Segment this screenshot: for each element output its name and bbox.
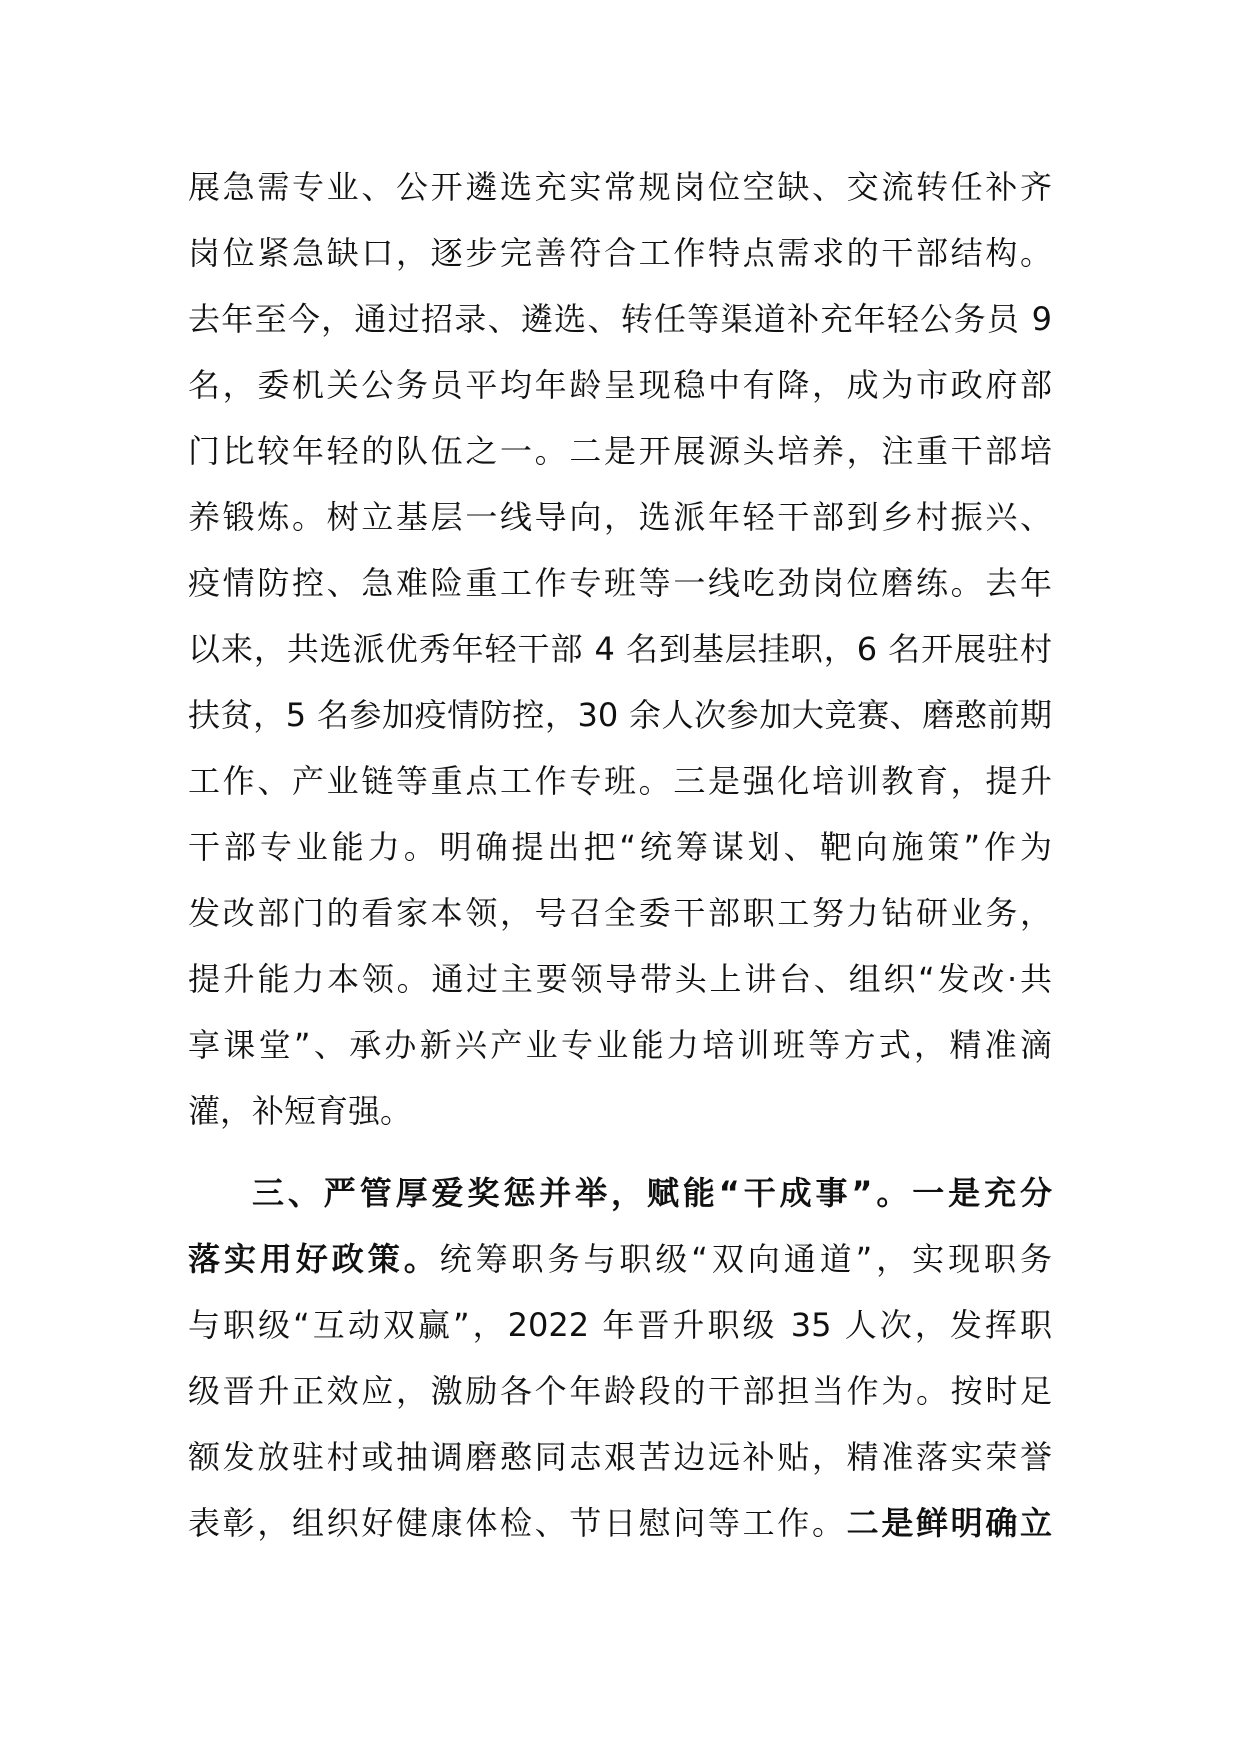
- paragraph-1-line-15: 灌，补短育强。: [188, 1092, 413, 1130]
- paragraph-1-line-11: 干部专业能力。明确提出把“统筹谋划、靶向施策”作为: [188, 828, 1052, 866]
- paragraph-1-line-13: 提升能力本领。通过主要领导带头上讲台、组织“发改·共: [188, 960, 1052, 998]
- paragraph-1-line-14: 享课堂”、承办新兴产业专业能力培训班等方式，精准滴: [188, 1026, 1052, 1064]
- paragraph-1-line-6: 养锻炼。树立基层一线导向，选派年轻干部到乡村振兴、: [188, 498, 1052, 536]
- paragraph-2-line-3: 与职级“互动双赢”，2022 年晋升职级 35 人次，发挥职: [188, 1306, 1052, 1344]
- paragraph-1-line-3: 去年至今，通过招录、遴选、转任等渠道补充年轻公务员 9: [188, 300, 1052, 338]
- paragraph-2-line-2: [188, 1226, 1052, 1292]
- paragraph-2-line-6-text: 表彰，组织好健康体检、节日慰问等工作。: [188, 1504, 847, 1542]
- paragraph-1-line-1: 展急需专业、公开遴选充实常规岗位空缺、交流转任补齐: [188, 168, 1052, 206]
- paragraph-2-line-2-text: 统筹职务与职级“双向通道”，实现职务: [439, 1240, 1052, 1278]
- paragraph-1-line-7: 疫情防控、急难险重工作专班等一线吃劲岗位磨练。去年: [188, 564, 1052, 602]
- point-one-heading: 落实用好政策。: [188, 1240, 440, 1278]
- paragraph-1-line-5: 门比较年轻的队伍之一。二是开展源头培养，注重干部培: [188, 432, 1052, 470]
- paragraph-1-line-4: 名，委机关公务员平均年龄呈现稳中有降，成为市政府部: [188, 366, 1052, 404]
- paragraph-1-line-12: 发改部门的看家本领，号召全委干部职工努力钻研业务，: [188, 894, 1052, 932]
- paragraph-2-line-6: [188, 1490, 1052, 1556]
- paragraph-2-line-5: 额发放驻村或抽调磨憨同志艰苦边远补贴，精准落实荣誉: [188, 1438, 1052, 1476]
- paragraph-1-line-2: 岗位紧急缺口，逐步完善符合工作特点需求的干部结构。: [188, 234, 1052, 272]
- paragraph-1-line-10: 工作、产业链等重点工作专班。三是强化培训教育，提升: [188, 762, 1052, 800]
- section-three-heading: 三、严管厚爱奖惩并举，赋能“干成事”。一是充分: [252, 1174, 1052, 1212]
- point-two-heading: 二是鲜明确立: [846, 1504, 1052, 1542]
- paragraph-1-line-8: 以来，共选派优秀年轻干部 4 名到基层挂职，6 名开展驻村: [188, 630, 1052, 668]
- paragraph-2-line-4: 级晋升正效应，激励各个年龄段的干部担当作为。按时足: [188, 1372, 1052, 1410]
- paragraph-1-line-9: 扶贫，5 名参加疫情防控，30 余人次参加大竞赛、磨憨前期: [188, 696, 1052, 734]
